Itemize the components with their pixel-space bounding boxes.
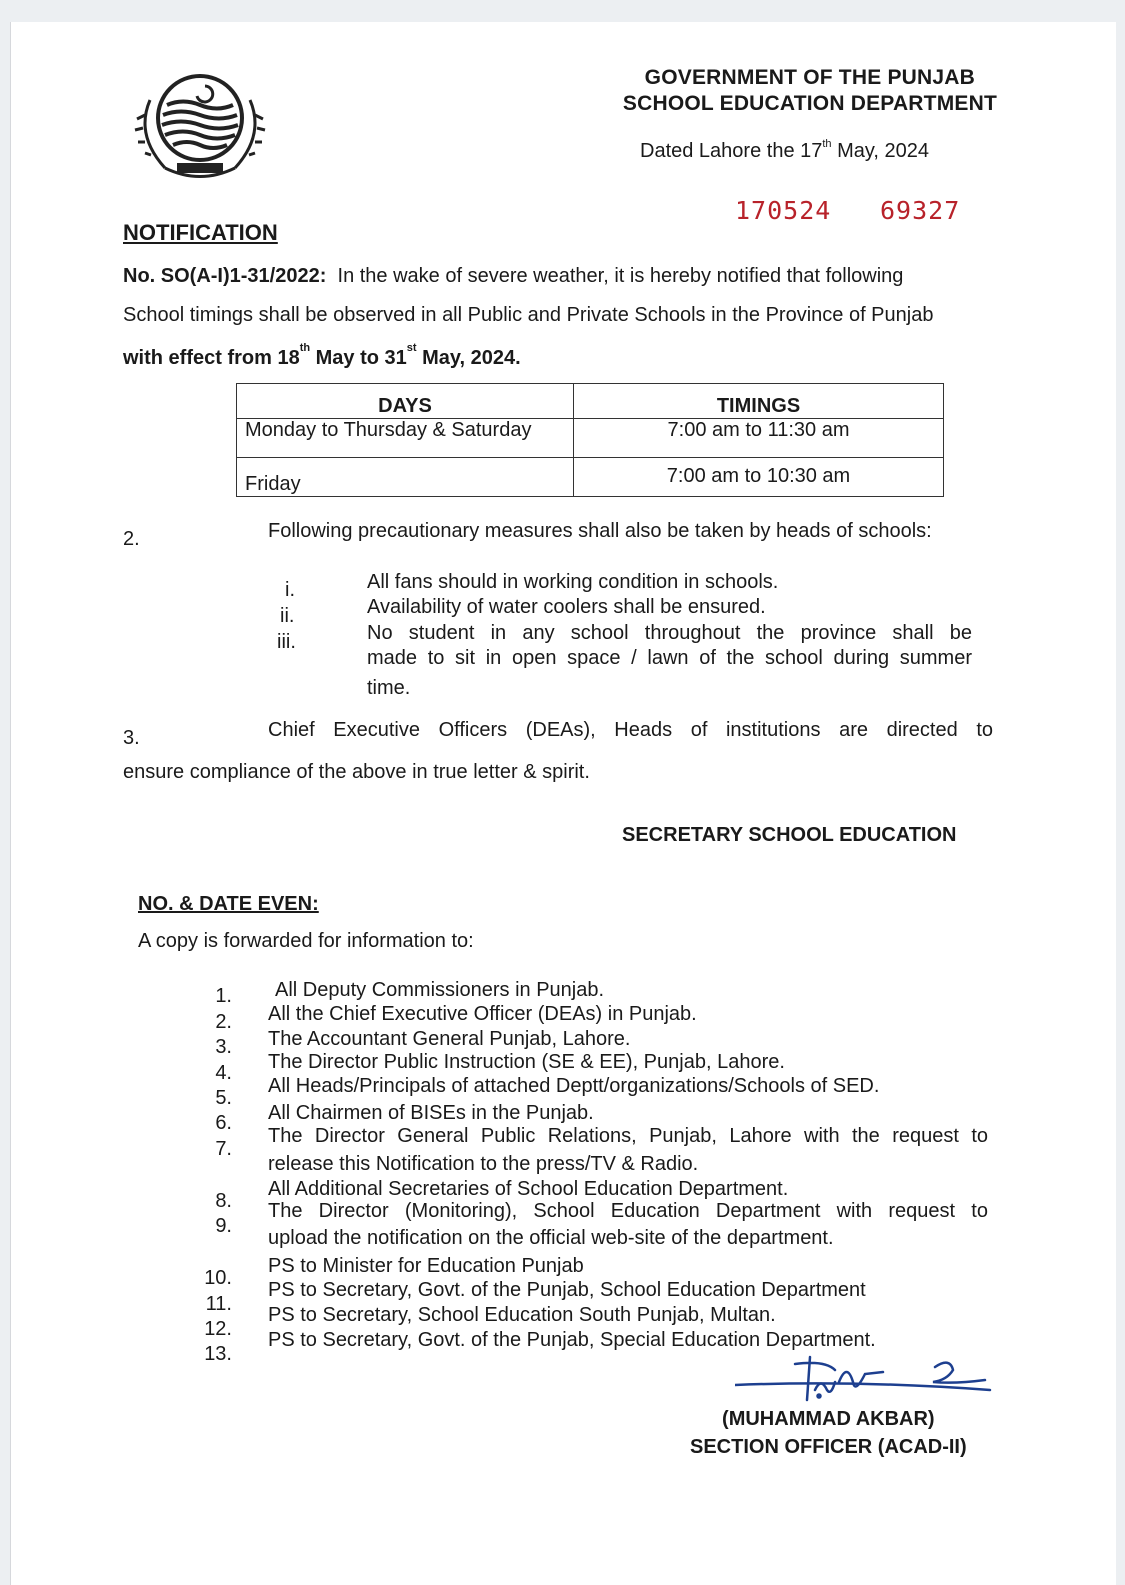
copy-text2: release this Notification to the press/TV & Radio.: [268, 1153, 699, 1175]
diary-stamp-number: 69327: [880, 196, 961, 225]
copy-heading: NO. & DATE EVEN:: [138, 893, 319, 915]
copy-text: All Chairmen of BISEs in the Punjab.: [268, 1102, 594, 1124]
para2-item-num: iii.: [277, 631, 296, 653]
copy-num: 6.: [215, 1112, 232, 1134]
copy-text: The Director Public Instruction (SE & EE), Punjab, Lahore.: [268, 1051, 785, 1073]
timings-table: [236, 383, 944, 497]
copy-num: 3.: [215, 1036, 232, 1058]
signatory-designation: SECTION OFFICER (ACAD-II): [690, 1436, 967, 1458]
copy-text: All the Chief Executive Officer (DEAs) in Punjab.: [268, 1003, 697, 1025]
copy-text: The Director General Public Relations, Punjab, Lahore with the request to: [268, 1125, 988, 1147]
copy-num: 12.: [204, 1318, 232, 1340]
copy-intro: A copy is forwarded for information to:: [138, 930, 474, 952]
para2-item-num: i.: [285, 579, 295, 601]
diary-stamp-date: 170524: [735, 196, 832, 225]
para2-item-text: No student in any school throughout the province shall be: [367, 622, 972, 644]
para2-item-text: All fans should in working condition in schools.: [367, 571, 779, 593]
copy-text: PS to Minister for Education Punjab: [268, 1255, 584, 1277]
dated-line: [640, 140, 929, 163]
col-days: DAYS: [237, 384, 574, 419]
notification-title: NOTIFICATION: [123, 220, 278, 245]
copy-text: PS to Secretary, Govt. of the Punjab, School Education Department: [268, 1279, 866, 1301]
effect-sup1: th: [299, 342, 311, 354]
intro-text1: In the wake of severe weather, it is hereby notified that following: [337, 265, 904, 287]
header-department: SCHOOL EDUCATION DEPARTMENT: [622, 92, 997, 115]
copy-num: 10.: [204, 1267, 232, 1289]
copy-text: All Additional Secretaries of School Education Department.: [268, 1178, 789, 1200]
para3-text1: Chief Executive Officers (DEAs), Heads of institutions are directed to: [268, 719, 993, 741]
copy-text: The Accountant General Punjab, Lahore.: [268, 1028, 631, 1050]
para2-item-text2: made to sit in open space / lawn of the school during summer: [367, 647, 972, 669]
effect-b: May to 31: [310, 347, 407, 369]
copy-text: PS to Secretary, Govt. of the Punjab, Special Education Department.: [268, 1329, 876, 1351]
signatory-block: [690, 1405, 967, 1461]
table-header-row: [237, 384, 944, 419]
signatory-name: (MUHAMMAD AKBAR): [722, 1408, 935, 1430]
copy-num: 8.: [215, 1190, 232, 1212]
copy-num: 7.: [215, 1138, 232, 1160]
copy-text2: upload the notification on the official web-site of the department.: [268, 1227, 834, 1249]
col-timings: TIMINGS: [574, 384, 944, 419]
row-day: Friday: [237, 458, 574, 497]
intro-text2: School timings shall be observed in all Public and Private Schools in the Province of Punjab: [123, 304, 934, 326]
copy-num: 11.: [205, 1293, 232, 1315]
dated-sup: th: [822, 138, 832, 150]
table-row: [237, 458, 944, 497]
effect-a: with effect from 18: [123, 347, 300, 369]
signature-mark: [735, 1352, 995, 1412]
effect-line: [123, 342, 521, 374]
row-time: 7:00 am to 11:30 am: [574, 419, 944, 458]
para2-item-num: ii.: [280, 605, 295, 627]
copy-text: All Deputy Commissioners in Punjab.: [275, 979, 605, 1001]
para3-text2: ensure compliance of the above in true letter & spirit.: [123, 761, 590, 783]
secretary-title: SECRETARY SCHOOL EDUCATION: [622, 824, 957, 846]
effect-sup2: st: [406, 342, 417, 354]
copy-text: The Director (Monitoring), School Education Department with request to: [268, 1200, 988, 1222]
copy-num: 1.: [215, 985, 232, 1007]
table-row: [237, 419, 944, 458]
copy-num: 4.: [215, 1062, 232, 1084]
copy-text: PS to Secretary, School Education South Punjab, Multan.: [268, 1304, 776, 1326]
para2-text: Following precautionary measures shall also be taken by heads of schools:: [268, 520, 932, 542]
copy-text: All Heads/Principals of attached Deptt/organizations/Schools of SED.: [268, 1075, 880, 1097]
para3-number: 3.: [123, 727, 140, 749]
para2-item-text: Availability of water coolers shall be ensured.: [367, 596, 766, 618]
row-day: Monday to Thursday & Saturday: [237, 419, 574, 458]
header-government: GOVERNMENT OF THE PUNJAB: [644, 66, 975, 89]
dated-suffix: May, 2024: [831, 140, 930, 162]
copy-num: 9.: [215, 1215, 232, 1237]
copy-num: 2.: [215, 1011, 232, 1033]
copy-num: 5.: [215, 1087, 232, 1109]
notification-number: No. SO(A-I)1-31/2022:: [123, 265, 327, 287]
punjab-government-emblem: [125, 60, 275, 190]
effect-c: May, 2024.: [416, 347, 521, 369]
dated-prefix: Dated Lahore the 17: [640, 140, 823, 162]
intro-line1: [123, 260, 1003, 292]
para2-item-text3: time.: [367, 677, 411, 699]
copy-num: 13.: [204, 1343, 232, 1365]
para2-number: 2.: [123, 528, 140, 550]
row-time: 7:00 am to 10:30 am: [574, 458, 944, 497]
